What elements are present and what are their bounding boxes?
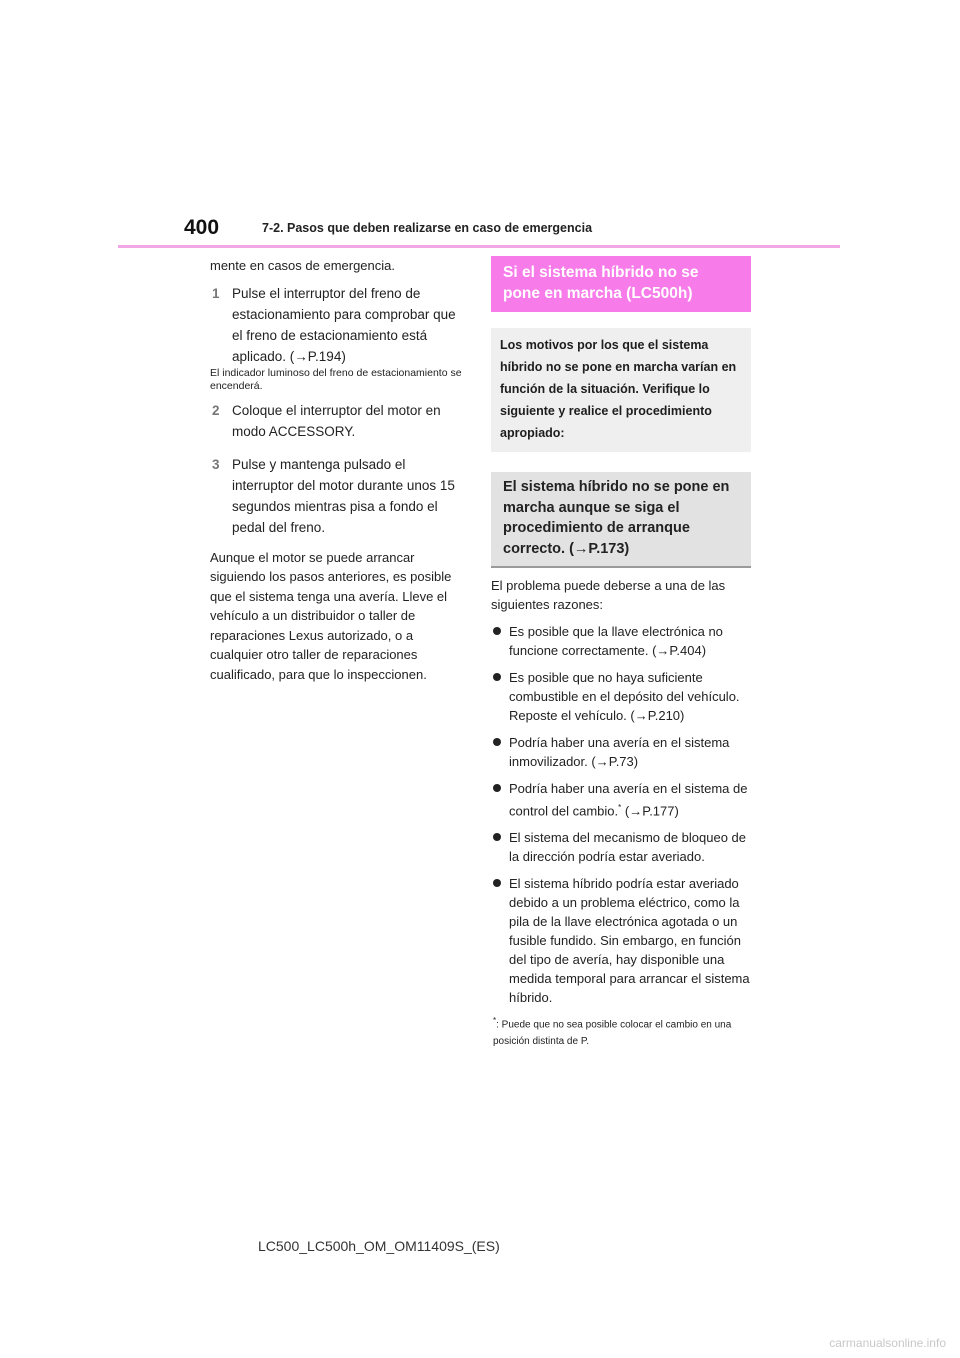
step-1-number: 1 (212, 285, 220, 301)
list-item (491, 622, 751, 660)
step-2-text: Coloque el interruptor del motor en modo ACCESSORY. (232, 402, 441, 439)
bullet-icon (493, 784, 501, 792)
list-item-text: Es posible que la llave electrónica no funcione correctamente. (→P.404) (509, 624, 723, 658)
reasons-list (491, 622, 751, 1007)
list-item (491, 828, 751, 866)
step-2-number: 2 (212, 402, 220, 418)
watermark: carmanualsonline.info (829, 1336, 946, 1350)
footnote (491, 1013, 751, 1049)
bullet-icon (493, 879, 501, 887)
list-item-ref: (→P.177) (624, 803, 679, 819)
step-2 (210, 400, 462, 442)
bullet-icon (493, 738, 501, 746)
header-divider (118, 245, 840, 248)
reasons-intro: El problema puede deberse a una de las siguientes razones: (491, 578, 726, 612)
warning-paragraph: Aunque el motor se puede arrancar siguiendo los pasos anteriores, es posible que el sistema tenga una avería. Lleve el vehículo a un distribuidor o taller de reparaciones Lexus autorizado, o a cualquier otro taller de reparaciones cualificado, para que lo inspeccionen. (210, 549, 452, 682)
footnote-asterisk: * (493, 1016, 497, 1026)
info-box: Los motivos por los que el sistema híbrido no se pone en marcha varían en función de la situación. Verifique lo siguiente y realice el procedimiento apropiado: (491, 328, 751, 452)
document-id: LC500_LC500h_OM_OM11409S_(ES) (258, 1238, 500, 1254)
step-1 (210, 283, 462, 367)
bullet-icon (493, 673, 501, 681)
list-item-text: El sistema híbrido podría estar averiado debido a un problema eléctrico, como la pila de la llave electrónica agotada o un fusible fundido. Sin embargo, en función del tipo de avería, hay disponible una medida temporal para arrancar el sistema híbrido. (509, 876, 750, 1006)
step-3-number: 3 (212, 456, 220, 472)
list-item (491, 874, 751, 1007)
intro-text: mente en casos de emergencia. (210, 258, 395, 273)
page-number: 400 (184, 216, 220, 239)
section-title: 7-2. Pasos que deben realizarse en caso de emergencia (262, 221, 593, 235)
list-item-text: El sistema del mecanismo de bloqueo de la dirección podría estar averiado. (509, 830, 747, 865)
left-column (210, 256, 462, 684)
list-item-text: Es posible que no haya suficiente combustible en el depósito del vehículo. Reposte el vehículo. (→P.210) (509, 670, 740, 723)
footnote-text: : Puede que no sea posible colocar el cambio en una posición distinta de P. (493, 1019, 732, 1047)
step-1-text: Pulse el interruptor del freno de estacionamiento para comprobar que el freno de estacionamiento está aplicado. (→P.194) (232, 285, 456, 364)
list-item-text: Podría haber una avería en el sistema inmovilizador. (→P.73) (509, 735, 730, 769)
step-3 (210, 454, 462, 538)
bullet-icon (493, 627, 501, 635)
subheading-box: El sistema híbrido no se pone en marcha aunque se siga el procedimiento de arranque correcto. (→P.173) (491, 472, 751, 568)
list-item (491, 779, 751, 820)
bullet-icon (493, 833, 501, 841)
step-1-note: El indicador luminoso del freno de estacionamiento se encenderá. (210, 366, 462, 392)
section-heading-box: Si el sistema híbrido no se pone en marcha (LC500h) (491, 256, 751, 312)
list-item (491, 668, 751, 725)
list-item (491, 733, 751, 771)
right-column (491, 256, 751, 1050)
footnote-marker: * (618, 803, 622, 812)
step-3-text: Pulse y mantenga pulsado el interruptor del motor durante unos 15 segundos mientras pisa a fondo el pedal del freno. (232, 456, 455, 535)
list-item-text: Podría haber una avería en el sistema de control del cambio. (509, 781, 748, 819)
